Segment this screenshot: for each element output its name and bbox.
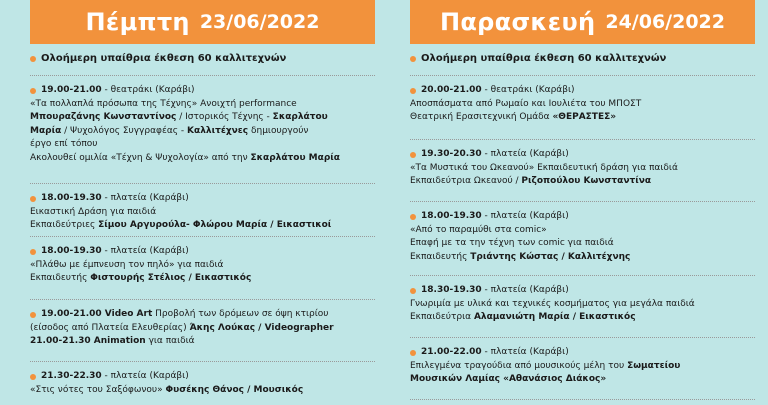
day-header: [410, 0, 755, 44]
text-segment: Σίμου Αργυρούλα- Φλώρου Μαρία / Εικαστικοί: [98, 220, 332, 231]
event-detail: [410, 224, 755, 238]
text-segment: Αλαμανιώτη Μαρία / Εικαστικός: [473, 312, 636, 323]
text-segment: 19.00-21.00: [41, 85, 102, 95]
text-segment: «Πλάθω με έμπνευση τον πηλό» για παιδιά: [30, 259, 224, 270]
text-segment: Άκης Λούκας / Videographer: [189, 322, 334, 333]
text-segment: - πλατεία (Καράβι): [101, 371, 189, 381]
text-segment: Εκπαιδευτής: [410, 251, 471, 262]
text-segment: - πλατεία (Καράβι): [101, 246, 189, 256]
event-entry: [30, 370, 375, 397]
event-entry: [410, 84, 755, 125]
text-segment: Προβολή των δρόμεων σε όψη κτιρίου: [152, 309, 329, 319]
text-segment: Σωματείου: [627, 360, 681, 371]
text-segment: / Ιστορικός Τέχνης -: [176, 112, 273, 123]
event-time: [410, 84, 755, 98]
text-segment: 20.00-21.00: [421, 85, 482, 95]
event-time: [410, 210, 755, 224]
text-segment: Ολοήμερη υπαίθρια έκθεση 60 καλλιτεχνών: [41, 53, 287, 64]
text-segment: (είσοδος από Πλατεία Ελευθερίας): [30, 322, 190, 333]
text-segment: Μαρία: [30, 125, 62, 136]
event-entry: [30, 245, 375, 286]
divider: [410, 201, 755, 202]
text-segment: έργο επί τόπου: [30, 139, 98, 150]
text-segment: Εκπαιδεύτρια: [410, 312, 474, 323]
text-segment: - θεατράκι (Καράβι): [481, 85, 575, 95]
event-detail: [30, 384, 375, 398]
event-time: [410, 148, 755, 162]
day-name: Παρασκευή: [440, 8, 596, 36]
text-segment: Επαφή με τα την τέχνη των comic για παιδιά: [410, 238, 614, 249]
divider: [30, 361, 375, 362]
event-entry: [410, 148, 755, 189]
text-segment: - πλατεία (Καράβι): [481, 347, 569, 357]
divider: [410, 337, 755, 338]
text-segment: Σκαρλάτου Μαρία: [250, 152, 340, 163]
text-segment: - πλατεία (Καράβι): [481, 149, 569, 159]
divider: [410, 275, 755, 276]
event-detail: [30, 111, 375, 125]
event-detail: [410, 162, 755, 176]
divider: [410, 75, 755, 76]
text-segment: Μπουραζάνης Κωνσταντίνος: [30, 112, 177, 123]
event-entry: [410, 346, 755, 387]
event-time: [30, 192, 375, 206]
text-segment: Μουσικών Λαμίας «Αθανάσιος Διάκος»: [410, 374, 607, 385]
text-segment: «Τα Μυστικά του Ωκεανού» Εκπαιδευτική δράση για παιδιά: [410, 162, 678, 173]
event-entry: [30, 192, 375, 233]
event-detail: [410, 360, 755, 374]
text-segment: - πλατεία (Καράβι): [481, 211, 569, 221]
text-segment: - θεατράκι (Καράβι): [101, 85, 195, 95]
event-time: [30, 245, 375, 259]
text-segment: Φυσέκης Θάνος / Μουσικός: [165, 384, 304, 395]
text-segment: - πλατεία (Καράβι): [101, 193, 189, 203]
event-detail: [30, 219, 375, 233]
text-segment: Καλλιτέχνες: [187, 125, 249, 136]
event-detail: [30, 138, 375, 152]
text-segment: Επιλεγμένα τραγούδια από μουσικούς μέλη του: [410, 360, 628, 371]
event-entry: [410, 284, 755, 325]
text-segment: Εκπαιδευτής: [30, 273, 91, 284]
text-segment: 18.00-19.30: [41, 193, 102, 203]
day-date: 24/06/2022: [605, 11, 725, 33]
event-detail: [30, 335, 375, 349]
event-detail: [410, 175, 755, 189]
event-time: [410, 346, 755, 360]
text-segment: 21.30-22.30: [41, 371, 102, 381]
text-segment: 19.30-20.30: [421, 149, 482, 159]
event-detail: [30, 272, 375, 286]
day-header: [30, 0, 375, 44]
divider: [30, 236, 375, 237]
text-segment: Ολοήμερη υπαίθρια έκθεση 60 καλλιτεχνών: [421, 53, 667, 64]
text-segment: Εκπαιδεύτριες: [30, 220, 99, 231]
event-detail: [30, 206, 375, 220]
divider: [410, 399, 755, 400]
text-segment: 21.00-21.30 Animation: [30, 336, 146, 347]
divider: [30, 75, 375, 76]
text-segment: - πλατεία (Καράβι): [481, 285, 569, 295]
event-detail: [410, 251, 755, 265]
text-segment: 18.30-19.30: [421, 285, 482, 295]
text-segment: Εικαστική Δράση για παιδιά: [30, 206, 157, 217]
day-column-friday: [410, 0, 755, 405]
text-segment: Θεατρική Ερασιτεχνική Ομάδα: [410, 112, 553, 123]
event-detail: [30, 152, 375, 166]
event-detail: [30, 98, 375, 112]
event-entry: [30, 308, 375, 349]
event-detail: [30, 125, 375, 139]
event-detail: [410, 298, 755, 312]
day-column-thursday: [30, 0, 375, 405]
event-entry: [30, 84, 375, 166]
text-segment: «Στις νότες του Σαξόφωνου»: [30, 384, 166, 395]
event-detail: [30, 322, 375, 336]
text-segment: «Τα πολλαπλά πρόσωπα της Τέχνης» Ανοιχτή performance: [30, 98, 297, 109]
text-segment: Αποσπάσματα από Ρωμαίο και Ιουλιέτα του ΜΠΟΣΤ: [410, 98, 642, 109]
event-time: [30, 370, 375, 384]
day-name: Πέμπτη: [85, 8, 190, 36]
text-segment: 21.00-22.00: [421, 347, 482, 357]
divider: [410, 139, 755, 140]
text-segment: Ριζοπούλου Κωνσταντίνα: [521, 176, 652, 187]
text-segment: Ακολουθεί ομιλία «Τέχνη & Ψυχολογία» από την: [30, 152, 251, 163]
exhibition-note: [410, 52, 755, 66]
event-detail: [410, 311, 755, 325]
event-entry: [410, 210, 755, 264]
text-segment: για παιδιά: [145, 336, 195, 347]
event-time: [30, 52, 375, 66]
text-segment: Εκπαιδεύτρια Ωκεανού /: [410, 176, 522, 187]
event-time: [410, 284, 755, 298]
event-detail: [410, 237, 755, 251]
text-segment: «ΘΕΡΑΣΤΕΣ»: [552, 112, 617, 123]
event-detail: [410, 111, 755, 125]
text-segment: «Από το παραμύθι στα comic»: [410, 224, 547, 235]
divider: [30, 299, 375, 300]
divider: [30, 183, 375, 184]
text-segment: 18.00-19.30: [421, 211, 482, 221]
event-detail: [410, 98, 755, 112]
text-segment: Φιστουρής Στέλιος / Εικαστικός: [90, 273, 252, 284]
text-segment: δημιουργούν: [248, 125, 309, 136]
event-detail: [30, 259, 375, 273]
text-segment: 18.00-19.30: [41, 246, 102, 256]
event-detail: [410, 373, 755, 387]
text-segment: Γνωριμία με υλικά και τεχνικές κοσμήματος για μεγάλα παιδιά: [410, 298, 695, 309]
text-segment: Σκαρλάτου: [272, 112, 328, 123]
text-segment: / Ψυχολόγος Συγγραφέας -: [61, 125, 188, 136]
event-time: [30, 308, 375, 322]
text-segment: Τριάντης Κώστας / Καλλιτέχνης: [470, 251, 631, 262]
event-time: [30, 84, 375, 98]
text-segment: 19.00-21.00 Video Art: [41, 309, 153, 319]
exhibition-note: [30, 52, 375, 66]
day-date: 23/06/2022: [199, 11, 320, 33]
event-time: [410, 52, 755, 66]
